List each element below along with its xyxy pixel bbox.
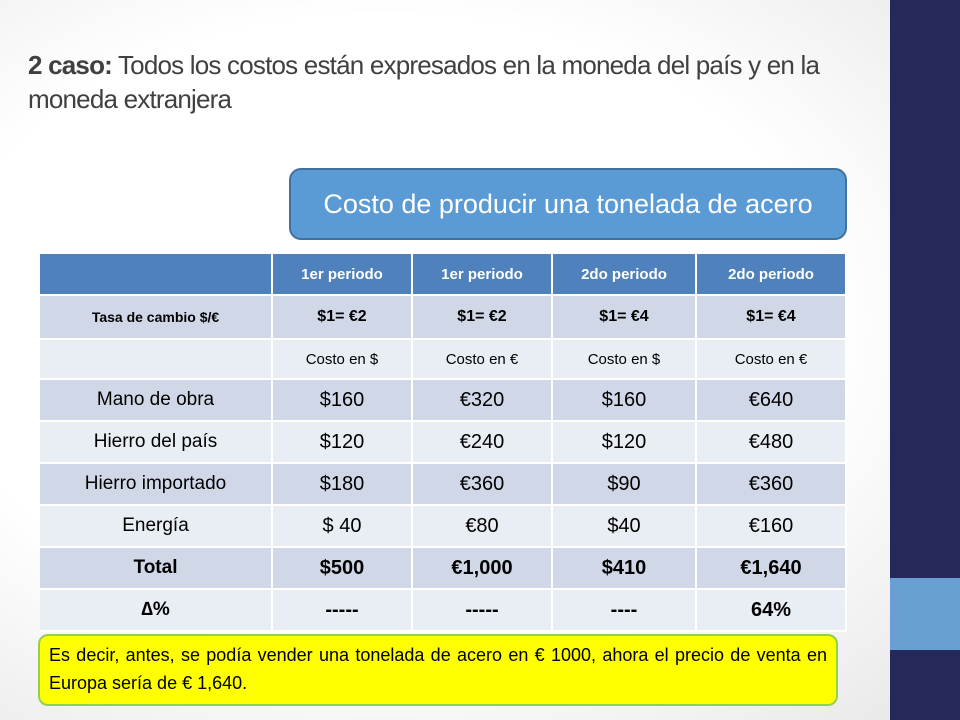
table-cell: ----- — [272, 589, 412, 631]
table-cell: €480 — [696, 421, 846, 463]
header-cell: 1er periodo — [412, 254, 552, 295]
table-cell: Total — [40, 547, 272, 589]
table-cell: $120 — [272, 421, 412, 463]
sidebar-band-bottom — [890, 650, 960, 720]
table-header-row — [40, 254, 846, 295]
table-cell: ----- — [412, 589, 552, 631]
table-cell: $500 — [272, 547, 412, 589]
table-row — [40, 379, 846, 421]
table-cell: $90 — [552, 463, 696, 505]
table-cell: €360 — [696, 463, 846, 505]
conclusion-note: Es decir, antes, se podía vender una tonelada de acero en € 1000, ahora el precio de venta en Europa sería de € 1,640. — [38, 634, 838, 706]
table-cell: $1= €4 — [696, 295, 846, 339]
table-cell: $ 40 — [272, 505, 412, 547]
table-cell: Costo en € — [412, 339, 552, 379]
table-cell: $40 — [552, 505, 696, 547]
table-cell: Costo en $ — [552, 339, 696, 379]
table-cell: €320 — [412, 379, 552, 421]
table-row — [40, 463, 846, 505]
header-cell: 1er periodo — [272, 254, 412, 295]
table-cell: $1= €2 — [272, 295, 412, 339]
table-cell: $1= €4 — [552, 295, 696, 339]
currency-unit-row — [40, 339, 846, 379]
percent-change-row — [40, 589, 846, 631]
callout-text: Costo de producir una tonelada de acero — [323, 188, 813, 219]
table-cell: €80 — [412, 505, 552, 547]
total-row — [40, 547, 846, 589]
header-cell: 2do periodo — [696, 254, 846, 295]
table-cell: ∆% — [40, 589, 272, 631]
table-cell: Hierro del país — [40, 421, 272, 463]
table-cell: $1= €2 — [412, 295, 552, 339]
table-cell: $180 — [272, 463, 412, 505]
table-cell: $160 — [552, 379, 696, 421]
exchange-rate-row — [40, 295, 846, 339]
table-cell: ---- — [552, 589, 696, 631]
table-cell: €1,000 — [412, 547, 552, 589]
cost-table — [40, 254, 847, 632]
table-cell: $160 — [272, 379, 412, 421]
table-cell: $120 — [552, 421, 696, 463]
callout-box — [289, 168, 847, 240]
table-cell: Mano de obra — [40, 379, 272, 421]
header-cell — [40, 254, 272, 295]
table-cell — [40, 339, 272, 379]
header-cell: 2do periodo — [552, 254, 696, 295]
sidebar-band — [890, 0, 960, 578]
slide-title-text: Todos los costos están expresados en la moneda del país y en la moneda extranjera — [28, 50, 820, 114]
table-row — [40, 421, 846, 463]
table-cell: €160 — [696, 505, 846, 547]
table-cell: $410 — [552, 547, 696, 589]
sidebar-accent — [890, 578, 960, 650]
slide-title — [28, 48, 868, 116]
table-cell: €1,640 — [696, 547, 846, 589]
table-cell: Hierro importado — [40, 463, 272, 505]
table-cell: Costo en $ — [272, 339, 412, 379]
table-cell: Energía — [40, 505, 272, 547]
table-cell: €240 — [412, 421, 552, 463]
table-row — [40, 505, 846, 547]
table-cell: €640 — [696, 379, 846, 421]
slide-title-bold: 2 caso: — [28, 50, 113, 80]
table-cell: 64% — [696, 589, 846, 631]
table-cell: Costo en € — [696, 339, 846, 379]
table-cell: Tasa de cambio $/€ — [40, 295, 272, 339]
table-cell: €360 — [412, 463, 552, 505]
